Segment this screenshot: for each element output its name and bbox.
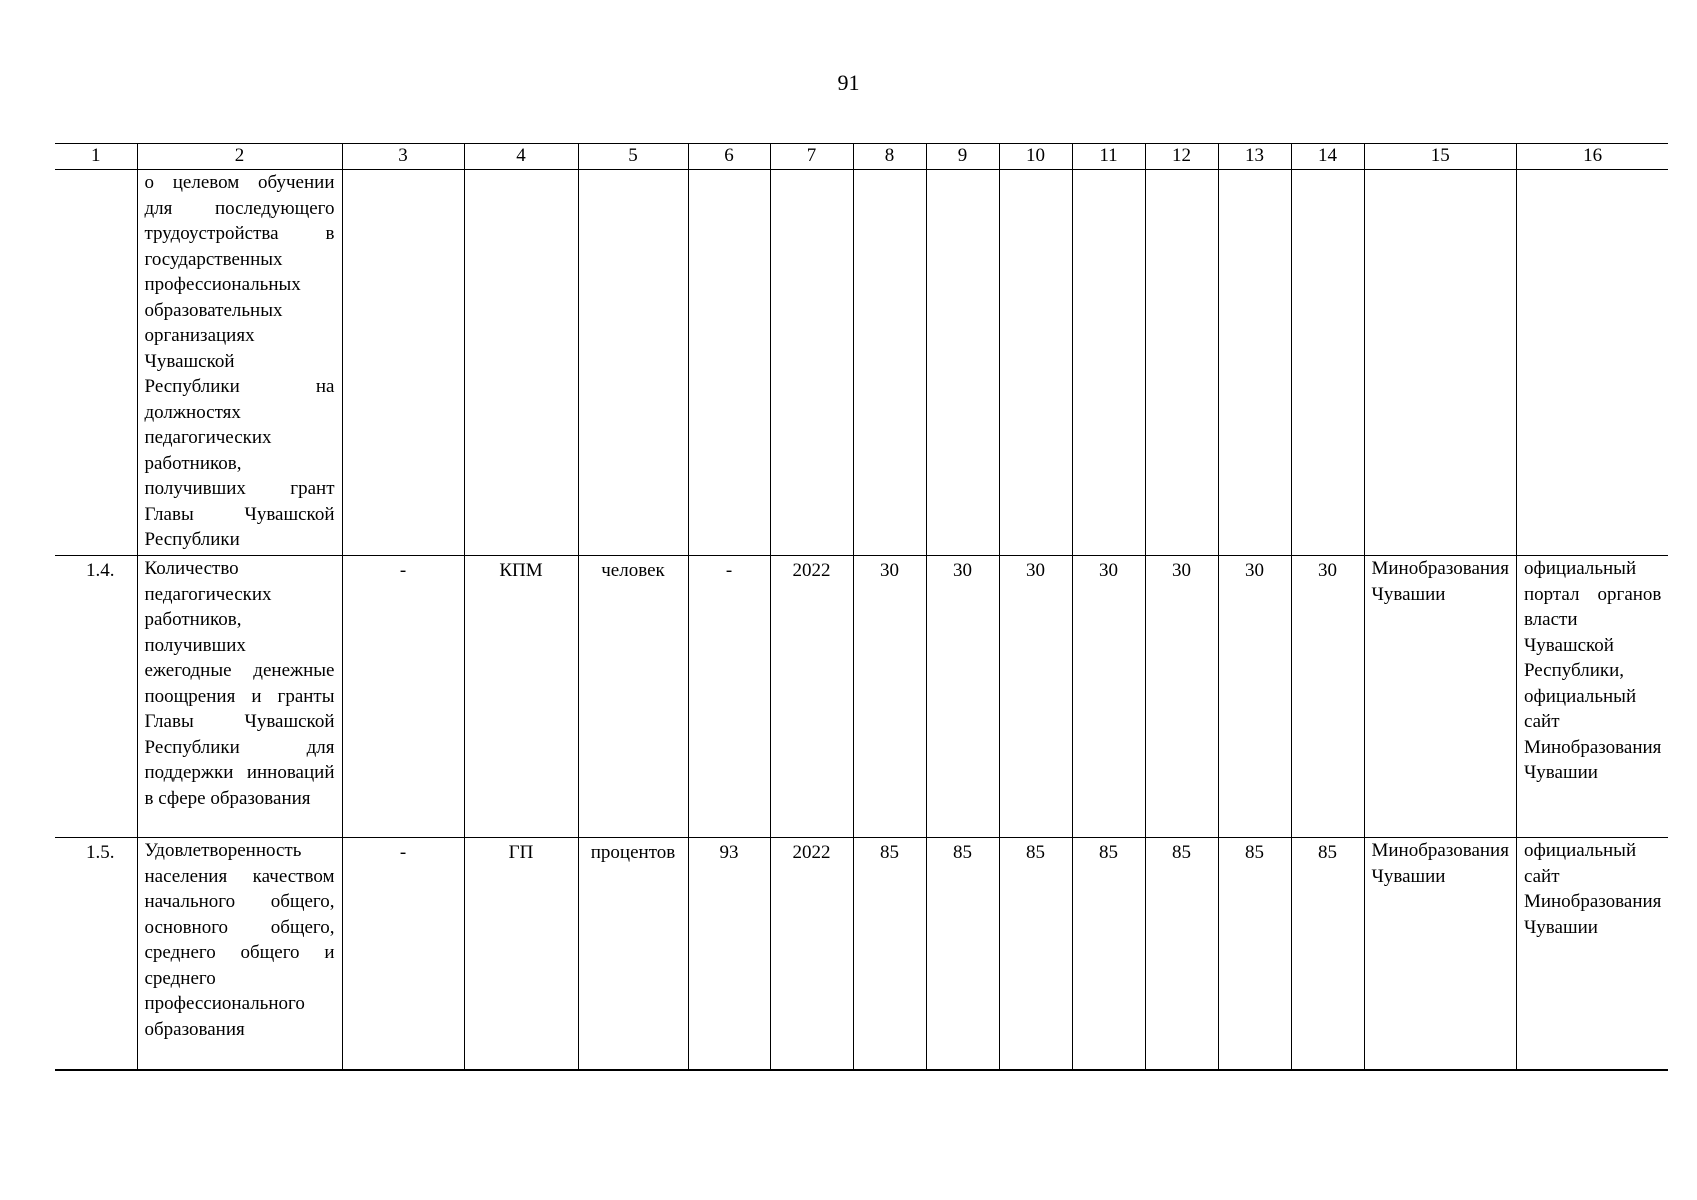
cell-value: 85 [1218, 838, 1291, 1070]
table-row [55, 170, 1668, 556]
cell-value [1218, 170, 1291, 556]
header-cell: 2 [137, 144, 342, 170]
cell-base-value: - [688, 556, 770, 838]
header-cell: 7 [770, 144, 853, 170]
cell-value [999, 170, 1072, 556]
cell-value: 30 [999, 556, 1072, 838]
header-cell: 13 [1218, 144, 1291, 170]
cell-col4: ГП [464, 838, 578, 1070]
cell-value: 85 [1145, 838, 1218, 1070]
cell-value [853, 170, 926, 556]
cell-value: 30 [853, 556, 926, 838]
cell-col3: - [342, 838, 464, 1070]
cell-value: 30 [1218, 556, 1291, 838]
cell-value: 30 [1291, 556, 1364, 838]
cell-col4 [464, 170, 578, 556]
cell-unit: процентов [578, 838, 688, 1070]
row-number [55, 170, 137, 556]
cell-source [1516, 170, 1668, 556]
indicator-name: о целевом обучении для последующего трудоустройства в государственных профессиональных образовательных организациях Чувашской Республики на должностях педагогических работников, получивших грант Главы Чувашской Республики [137, 170, 342, 556]
page-number: 91 [837, 70, 860, 95]
cell-source: официальный портал органов власти Чувашской Республики, официальный сайт Минобразования Чувашии [1516, 556, 1668, 838]
cell-value: 85 [1072, 838, 1145, 1070]
row-number: 1.5. [55, 838, 137, 1070]
cell-col4: КПМ [464, 556, 578, 838]
cell-value: 30 [926, 556, 999, 838]
cell-value: 30 [1072, 556, 1145, 838]
header-cell: 4 [464, 144, 578, 170]
table-row [55, 838, 1668, 1070]
cell-col3: - [342, 556, 464, 838]
header-cell: 15 [1364, 144, 1516, 170]
header-cell: 9 [926, 144, 999, 170]
cell-value [1291, 170, 1364, 556]
cell-responsible [1364, 170, 1516, 556]
cell-base-value: 93 [688, 838, 770, 1070]
header-cell: 12 [1145, 144, 1218, 170]
cell-year [770, 170, 853, 556]
row-number: 1.4. [55, 556, 137, 838]
cell-value [1145, 170, 1218, 556]
header-cell: 8 [853, 144, 926, 170]
header-cell: 11 [1072, 144, 1145, 170]
cell-value: 85 [853, 838, 926, 1070]
cell-year: 2022 [770, 556, 853, 838]
cell-value: 85 [999, 838, 1072, 1070]
cell-year: 2022 [770, 838, 853, 1070]
cell-unit: человек [578, 556, 688, 838]
indicator-name: Количество педагогических работников, получивших ежегодные денежные поощрения и гранты Главы Чувашской Республики для поддержки инноваций в сфере образования [137, 556, 342, 838]
header-cell: 1 [55, 144, 137, 170]
cell-col3 [342, 170, 464, 556]
header-cell: 3 [342, 144, 464, 170]
cell-responsible: Минобразования Чувашии [1364, 556, 1516, 838]
cell-value [926, 170, 999, 556]
header-cell: 16 [1516, 144, 1668, 170]
cell-value: 30 [1145, 556, 1218, 838]
header-cell: 6 [688, 144, 770, 170]
header-row [55, 144, 1668, 170]
indicator-name: Удовлетворенность населения качеством начального общего, основного общего, среднего общего и среднего профессионального образования [137, 838, 342, 1070]
cell-unit [578, 170, 688, 556]
cell-source: официальный сайт Минобразования Чувашии [1516, 838, 1668, 1070]
cell-value: 85 [926, 838, 999, 1070]
indicators-table [55, 143, 1668, 1071]
cell-base-value [688, 170, 770, 556]
header-cell: 10 [999, 144, 1072, 170]
cell-value [1072, 170, 1145, 556]
header-cell: 5 [578, 144, 688, 170]
table-row [55, 556, 1668, 838]
header-cell: 14 [1291, 144, 1364, 170]
cell-responsible: Минобразования Чувашии [1364, 838, 1516, 1070]
cell-value: 85 [1291, 838, 1364, 1070]
